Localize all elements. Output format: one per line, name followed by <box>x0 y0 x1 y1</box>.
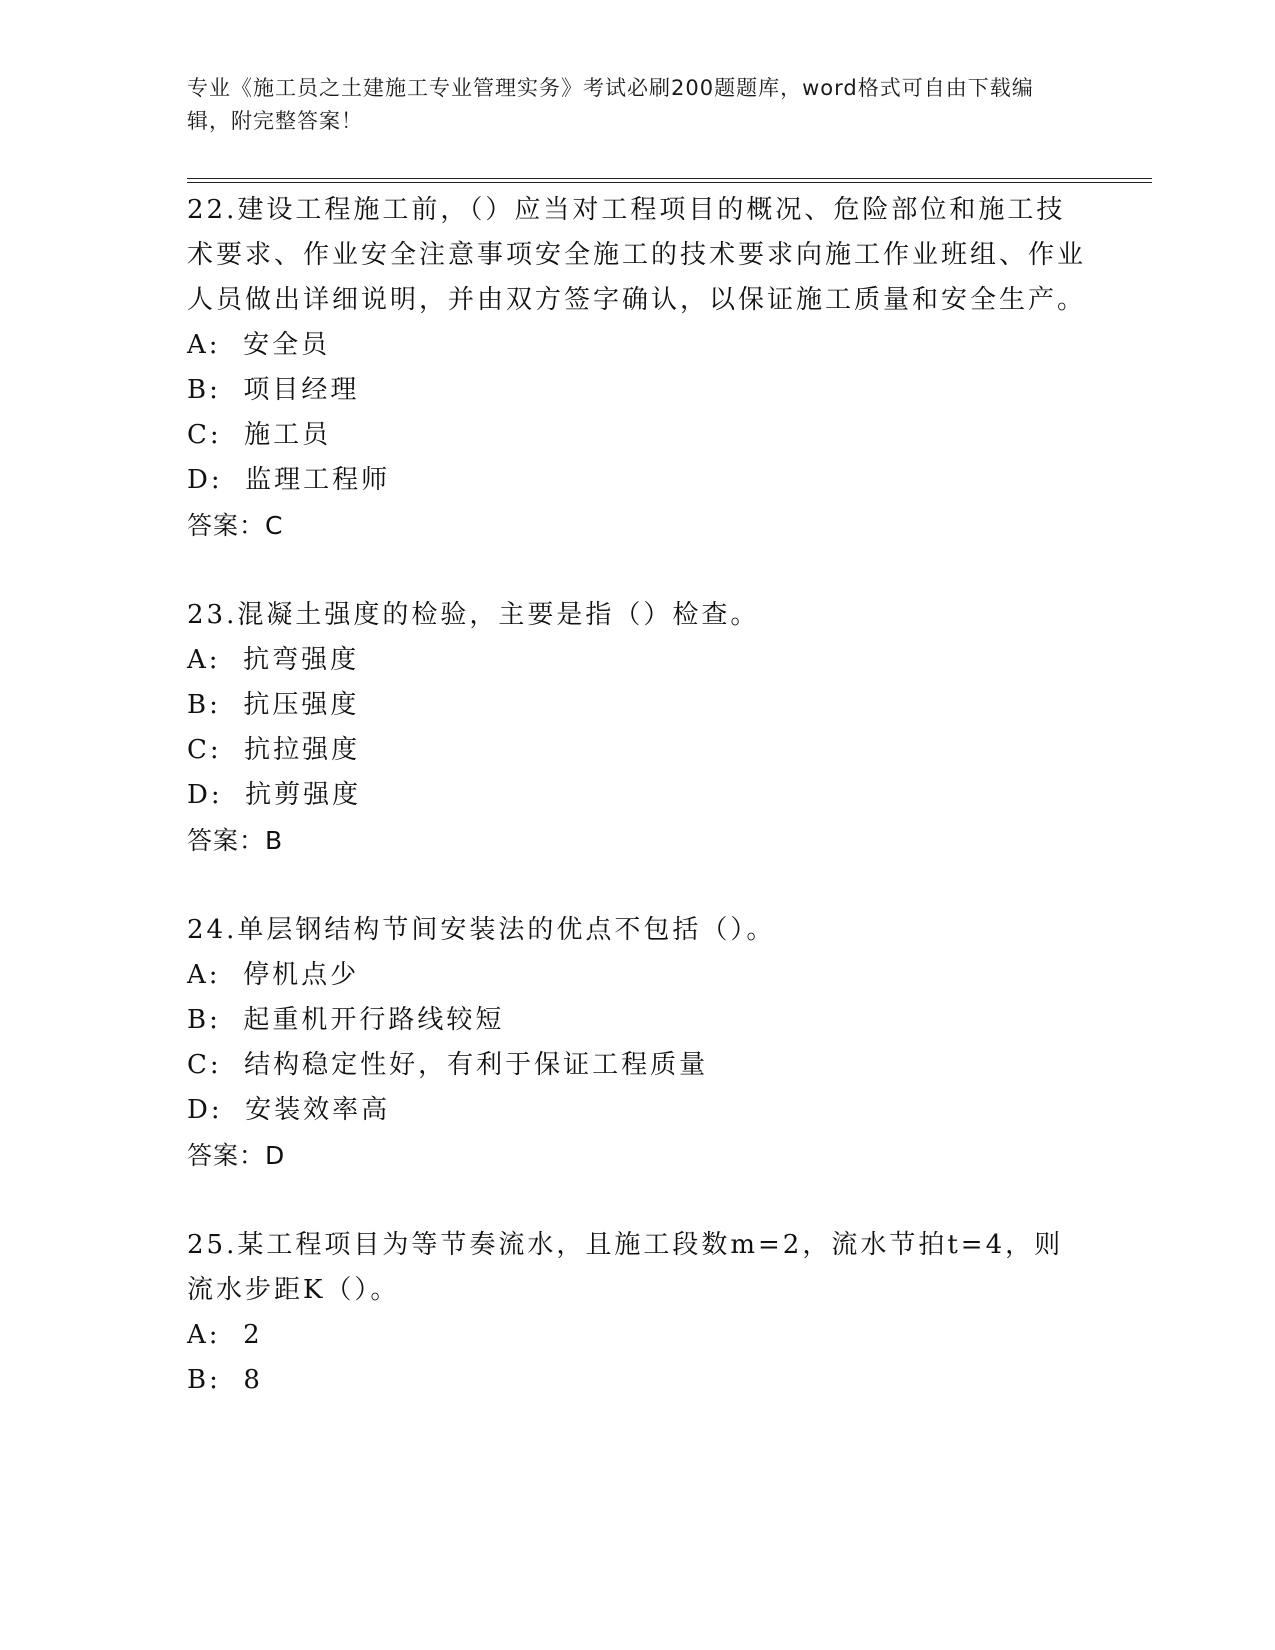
option-a: A: 抗弯强度 <box>187 645 360 675</box>
header-divider-bottom <box>187 182 1152 183</box>
option-b: B: 抗压强度 <box>187 690 360 720</box>
option-d: D: 抗剪强度 <box>187 780 362 810</box>
option-b: B: 项目经理 <box>187 375 360 405</box>
option-c: C: 施工员 <box>187 420 332 450</box>
question-stem: 24.单层钢结构节间安装法的优点不包括（）。 <box>187 915 776 945</box>
answer-line: 答案：D <box>187 1141 286 1170</box>
question-stem: 22.建设工程施工前，（）应当对工程项目的概况、危险部位和施工技术要求、作业安全注意事项安全施工的技术要求向施工作业班组、作业人员做出详细说明，并由双方签字确认，以保证施工质量和安全生产。 <box>187 195 1087 315</box>
answer-line: 答案：C <box>187 511 284 540</box>
question-23 <box>187 593 1087 863</box>
question-25 <box>187 1223 1087 1403</box>
option-d: D: 安装效率高 <box>187 1095 391 1125</box>
question-stem: 23.混凝土强度的检验，主要是指（）检查。 <box>187 600 760 630</box>
option-a: A: 安全员 <box>187 330 331 360</box>
option-b: B: 8 <box>187 1365 263 1395</box>
question-stem: 25.某工程项目为等节奏流水，且施工段数m=2，流水节拍t=4，则流水步距K（）。 <box>187 1230 1064 1305</box>
question-list <box>187 188 1087 1403</box>
option-d: D: 监理工程师 <box>187 465 391 495</box>
option-a: A: 2 <box>187 1320 263 1350</box>
option-b: B: 起重机开行路线较短 <box>187 1005 505 1035</box>
option-c: C: 结构稳定性好，有利于保证工程质量 <box>187 1050 709 1080</box>
question-24 <box>187 908 1087 1178</box>
header-divider-top <box>187 178 1152 179</box>
option-c: C: 抗拉强度 <box>187 735 361 765</box>
option-a: A: 停机点少 <box>187 960 360 990</box>
document-header: 专业《施工员之土建施工专业管理实务》考试必刷200题题库，word格式可自由下载编辑，附完整答案！ <box>187 76 1034 133</box>
answer-line: 答案：B <box>187 826 284 855</box>
question-22 <box>187 188 1087 548</box>
